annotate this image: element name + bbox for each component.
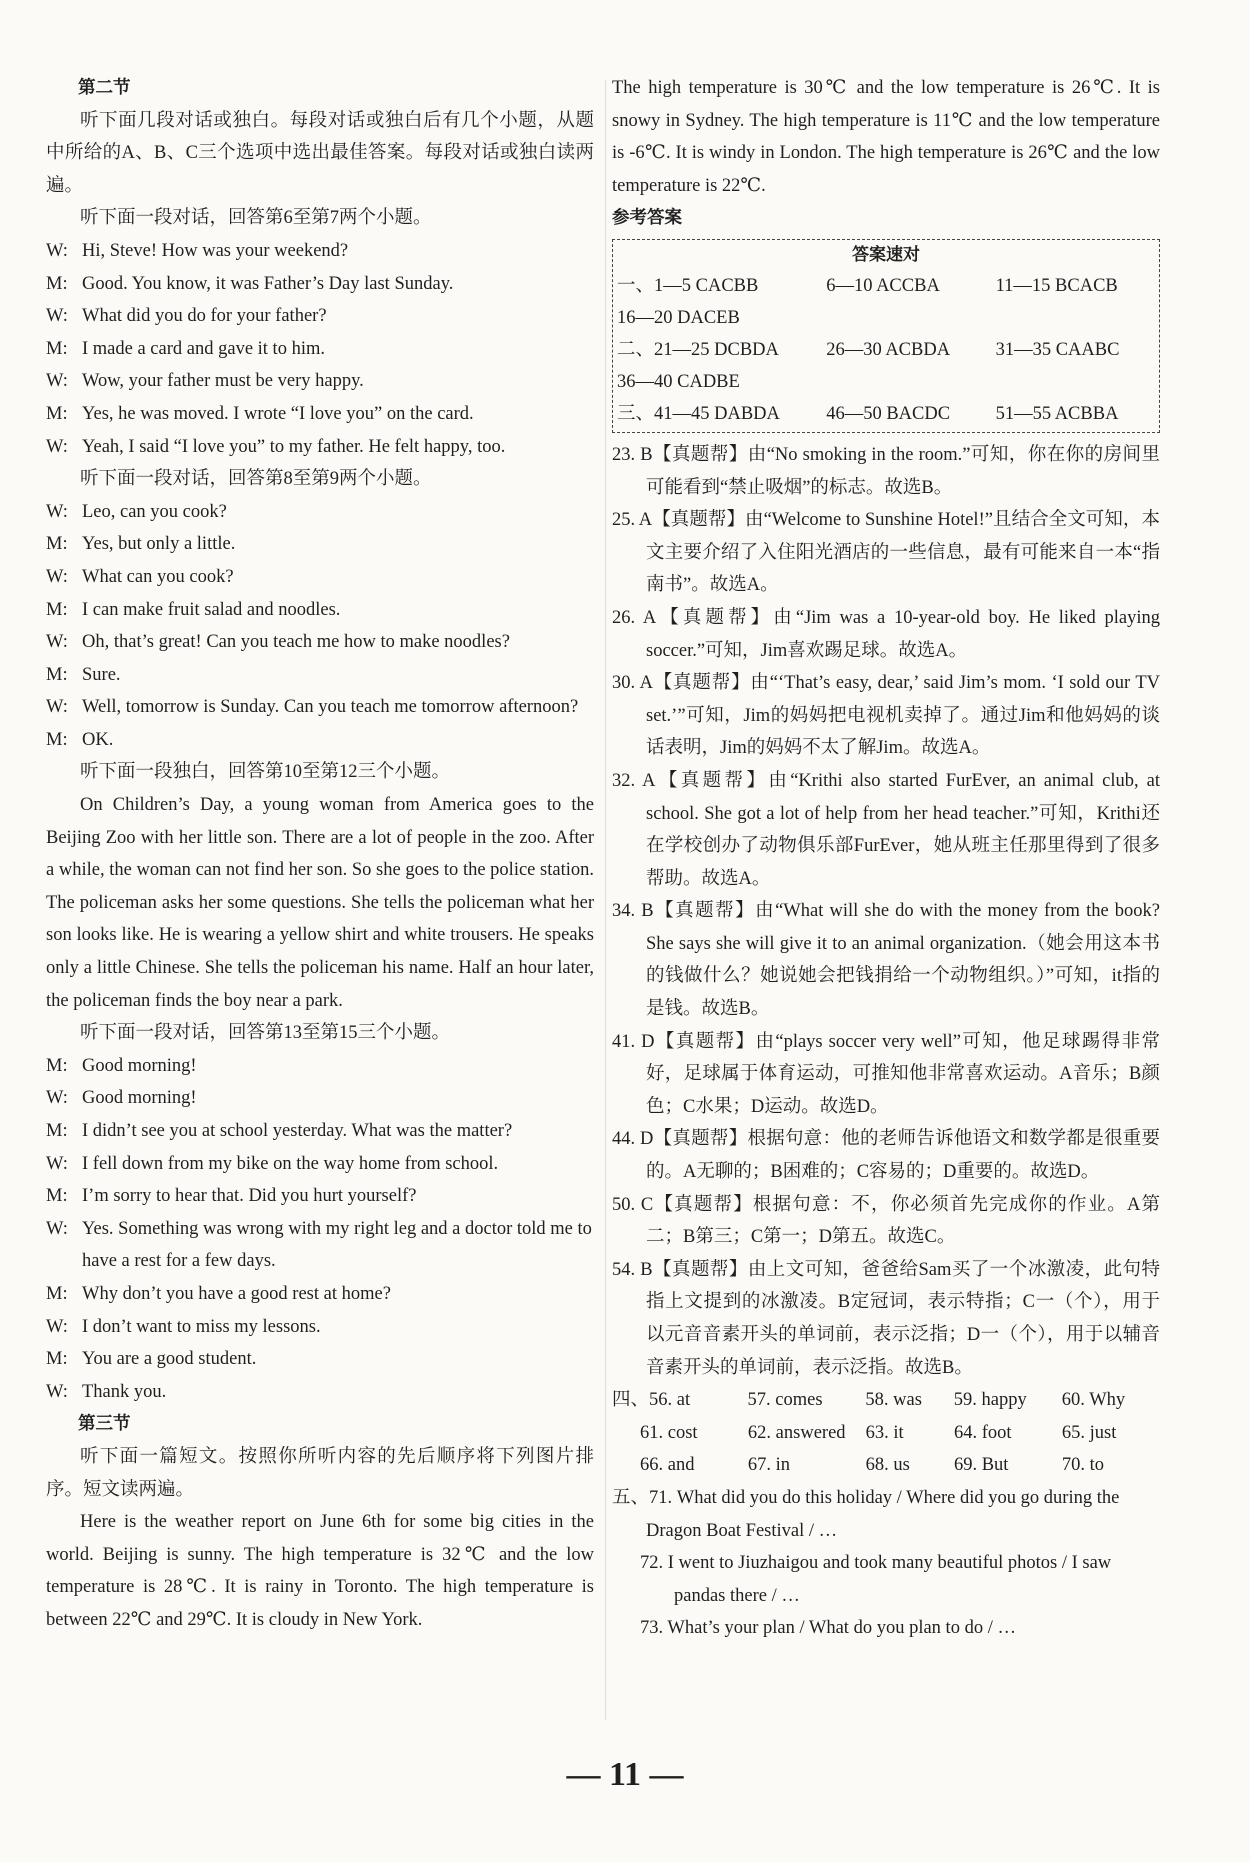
dialogue-text: I fell down from my bike on the way home from school. (82, 1153, 499, 1174)
answer-row (617, 398, 1155, 430)
dialogue2-intro: 听下面一段对话，回答第8至第9两个小题。 (80, 469, 432, 490)
explanation-item: 26. A【真题帮】由“Jim was a 10-year-old boy. He liked playing soccer.”可知，Jim喜欢踢足球。故选A。 (612, 607, 1160, 661)
dialogue3-intro: 听下面一段对话，回答第13至第15三个小题。 (80, 1023, 451, 1044)
answer-cell: 一、1—5 CACBB (617, 275, 759, 296)
answer-cell (996, 302, 1155, 334)
dialogue-text: Yeah, I said “I love you” to my father. He felt happy, too. (82, 436, 506, 457)
column-divider (605, 80, 606, 1720)
dialogue-text: Good morning! (82, 1055, 197, 1076)
explanation-item: 34. B【真题帮】由“What will she do with the money from the book? She says she will give it to an animal organization.（她会用这本书的钱做什么？她说她会把钱捐给一个动物组织。）”可知，it指的是钱。故选B。 (612, 901, 1160, 1020)
dialogue-text: Yes, but only a little. (82, 534, 236, 555)
dialogue-line (46, 724, 594, 757)
part4-answer: 57. comes (747, 1390, 823, 1411)
monologue-intro: 听下面一段独白，回答第10至第12三个小题。 (80, 762, 451, 783)
part4-answer: 65. just (1061, 1422, 1117, 1443)
dialogue-line (46, 1115, 594, 1148)
answer-row (617, 334, 1155, 366)
speaker-label: M: (46, 664, 68, 685)
answer-cell: 31—35 CAABC (995, 339, 1120, 360)
answer-row (617, 270, 1155, 302)
explanation-item: 50. C【真题帮】根据句意：不，你必须首先完成你的作业。A第二；B第三；C第一；D第五。故选C。 (612, 1194, 1160, 1248)
speaker-label: M: (46, 729, 68, 750)
speaker-label: W: (46, 1381, 68, 1402)
dialogue-text: Well, tomorrow is Sunday. Can you teach me tomorrow afternoon? (82, 697, 579, 718)
dialogue-text: I didn’t see you at school yesterday. What was the matter? (82, 1121, 513, 1141)
weather-report-part2: The high temperature is 30℃ and the low temperature is 26℃. It is snowy in Sydney. The high temperature is 11℃ and the low temperature is -6℃. It is windy in London. The high temperature is 26℃ and the low temperature is 22℃. (612, 78, 1160, 196)
dialogue-line (46, 1278, 594, 1311)
dialogue1 (46, 235, 594, 463)
explanations-list (612, 439, 1160, 1384)
dialogue2 (46, 496, 594, 757)
dialogue-text: Good. You know, it was Father’s Day last Sunday. (82, 273, 454, 294)
dialogue-line (46, 1376, 594, 1409)
dialogue-line (46, 561, 594, 594)
dialogue-line (46, 1148, 594, 1181)
part4-answer: 64. foot (953, 1422, 1012, 1443)
answer-cell: 11—15 BCACB (995, 275, 1118, 296)
part5-answer: 五、71. What did you do this holiday / Where did you go during the Dragon Boat Festival / … (612, 1487, 1120, 1541)
monologue-text: On Children’s Day, a young woman from America goes to the Beijing Zoo with her little son. There are a lot of people in the zoo. After a while, the woman can not find her son. So she goes to the police station. The policeman asks her some questions. She tells the policeman what her son looks like. He is wearing a yellow shirt and white trousers. He speaks only a little Chinese. She tells the policeman his name. Half an hour later, the policeman finds the boy near a park. (46, 795, 594, 1011)
part4-answer: 63. it (865, 1422, 904, 1443)
speaker-label: W: (46, 306, 68, 327)
explanation-item: 54. B【真题帮】由上文可知，爸爸给Sam买了一个冰激凌，此句特指上文提到的冰激凌。B定冠词，表示特指；C一（个），用于以元音音素开头的单词前，表示泛指；D一（个），用于以辅音音素开头的单词前，表示泛指。故选B。 (612, 1259, 1160, 1378)
answer-cell: 46—50 BACDC (826, 403, 951, 424)
dialogue-text: I don’t want to miss my lessons. (82, 1316, 321, 1337)
speaker-label: M: (46, 1349, 68, 1370)
speaker-label: W: (46, 566, 68, 587)
part4-answer: 66. and (640, 1455, 695, 1476)
answer-cell: 36—40 CADBE (617, 371, 740, 392)
dialogue-text: Wow, your father must be very happy. (82, 371, 364, 392)
dialogue-text: Good morning! (82, 1088, 197, 1109)
dialogue-line (46, 365, 594, 398)
reference-answers-title: 参考答案 (612, 208, 682, 229)
dialogue-text: Oh, that’s great! Can you teach me how to make noodles? (82, 632, 510, 653)
explanation-item: 41. D【真题帮】由“plays soccer very well”可知，他足球踢得非常好，足球属于体育运动，可推知他非常喜欢运动。A音乐；B颜色；C水果；D运动。故选D。 (612, 1031, 1160, 1117)
dialogue-line (46, 431, 594, 464)
speaker-label: W: (46, 501, 68, 522)
section2-instructions: 听下面几段对话或独白。每段对话或独白后有几个小题，从题中所给的A、B、C三个选项中选出最佳答案。每段对话或独白读两遍。 (46, 110, 594, 196)
dialogue1-intro: 听下面一段对话，回答第6至第7两个小题。 (80, 208, 432, 229)
speaker-label: W: (46, 1088, 68, 1109)
dialogue-text: I made a card and gave it to him. (82, 338, 325, 359)
dialogue-text: Sure. (82, 664, 121, 685)
dialogue-text: I can make fruit salad and noodles. (82, 599, 341, 620)
part4-answer: 60. Why (1061, 1390, 1126, 1411)
speaker-label: W: (46, 371, 68, 392)
part4-row (612, 1417, 1160, 1450)
explanation-item: 32. A【真题帮】由“Krithi also started FurEver, an animal club, at school. She got a lot of help from her head teacher.”可知，Krithi还在学校创办了动物俱乐部FurEver，她从班主任那里得到了很多帮助。故选A。 (612, 770, 1160, 889)
part4-answer: 59. happy (953, 1390, 1027, 1411)
speaker-label: M: (46, 338, 68, 359)
quick-answer-box (612, 239, 1160, 433)
part4-answer: 四、56. at (612, 1390, 691, 1411)
explanation-item: 30. A【真题帮】由“‘That’s easy, dear,’ said Jim’s mom. ‘I sold our TV set.’”可知，Jim的妈妈把电视机卖掉了。通过Jim和他妈妈的谈话表明，Jim的妈妈不太了解Jim。故选A。 (612, 673, 1160, 759)
dialogue-line (46, 659, 594, 692)
dialogue-text: What did you do for your father? (82, 306, 327, 327)
speaker-label: W: (46, 632, 68, 653)
part5-answer: 73. What’s your plan / What do you plan to do / … (640, 1618, 1016, 1639)
answer-cell: 51—55 ACBBA (995, 403, 1119, 424)
section3-instructions: 听下面一篇短文。按照你所听内容的先后顺序将下列图片排序。短文读两遍。 (46, 1446, 594, 1500)
speaker-label: M: (46, 1186, 68, 1207)
answer-cell: 6—10 ACCBA (826, 275, 940, 296)
explanation-item: 44. D【真题帮】根据句意：他的老师告诉他语文和数学都是很重要的。A无聊的；B困难的；C容易的；D重要的。故选D。 (612, 1129, 1160, 1183)
dialogue-line (46, 300, 594, 333)
speaker-label: W: (46, 1316, 68, 1337)
dialogue-line (46, 691, 594, 724)
speaker-label: M: (46, 1283, 68, 1304)
speaker-label: W: (46, 1218, 68, 1239)
dialogue-text: Yes. Something was wrong with my right leg and a doctor told me to have a rest for a few days. (82, 1218, 592, 1272)
quick-answer-title: 答案速对 (852, 244, 920, 265)
part4-answer: 67. in (747, 1455, 791, 1476)
explanation-item: 25. A【真题帮】由“Welcome to Sunshine Hotel!”且结合全文可知，本文主要介绍了入住阳光酒店的一些信息，最有可能来自一本“指南书”。故选A。 (612, 510, 1160, 596)
dialogue-line (46, 268, 594, 301)
dialogue-text: OK. (82, 729, 114, 750)
dialogue-line (46, 333, 594, 366)
dialogue-text: You are a good student. (82, 1349, 257, 1370)
section2-title: 第二节 (78, 78, 131, 98)
dialogue-text: Leo, can you cook? (82, 501, 227, 522)
speaker-label: M: (46, 599, 68, 620)
dialogue-text: Yes, he was moved. I wrote “I love you” on the card. (82, 403, 474, 424)
dialogue-line (46, 496, 594, 529)
dialogue-line (46, 1343, 594, 1376)
dialogue-text: Why don’t you have a good rest at home? (82, 1283, 391, 1304)
speaker-label: M: (46, 1121, 68, 1141)
explanation-item: 23. B【真题帮】由“No smoking in the room.”可知，你在你的房间里可能看到“禁止吸烟”的标志。故选B。 (612, 444, 1160, 498)
answer-cell (996, 366, 1155, 398)
dialogue-text: Hi, Steve! How was your weekend? (82, 240, 349, 261)
speaker-label: M: (46, 273, 68, 294)
dialogue-line (46, 398, 594, 431)
answer-row (617, 302, 1155, 334)
answer-cell: 三、41—45 DABDA (617, 403, 780, 424)
speaker-label: W: (46, 1153, 68, 1174)
dialogue3 (46, 1050, 594, 1409)
dialogue-line (46, 1213, 594, 1278)
weather-report-part1: Here is the weather report on June 6th for some big cities in the world. Beijing is sunny. The high temperature is 32℃ and the low temperature is 28℃. It is rainy in Toronto. The high temperature is between 22℃ and 29℃. It is cloudy in New York. (46, 1512, 594, 1630)
answer-cell: 16—20 DACEB (617, 307, 740, 328)
dialogue-line (46, 1311, 594, 1344)
answer-cell: 26—30 ACBDA (826, 339, 951, 360)
dialogue-text: What can you cook? (82, 566, 234, 587)
speaker-label: W: (46, 240, 68, 261)
speaker-label: M: (46, 403, 68, 424)
left-column (46, 72, 594, 1637)
dialogue-line (46, 626, 594, 659)
dialogue-line (46, 528, 594, 561)
part4-row (612, 1449, 1160, 1482)
part4-row (612, 1384, 1160, 1417)
dialogue-line (46, 1180, 594, 1213)
page-number: — 11 — (566, 1756, 684, 1793)
section3-title: 第三节 (78, 1414, 131, 1435)
part4-answer: 69. But (953, 1455, 1009, 1476)
dialogue-text: I’m sorry to hear that. Did you hurt yourself? (82, 1186, 417, 1207)
part4-answer: 58. was (865, 1390, 922, 1411)
dialogue-line (46, 1082, 594, 1115)
dialogue-line (46, 594, 594, 627)
right-column (612, 72, 1160, 1645)
part4-answer: 70. to (1061, 1455, 1105, 1476)
answer-cell (826, 302, 995, 334)
answer-row (617, 366, 1155, 398)
speaker-label: M: (46, 534, 68, 555)
speaker-label: W: (46, 697, 68, 718)
speaker-label: M: (46, 1055, 68, 1076)
part4-answer: 68. us (865, 1455, 910, 1476)
part4-answer: 62. answered (747, 1422, 846, 1443)
speaker-label: W: (46, 436, 68, 457)
part4-answer: 61. cost (640, 1422, 698, 1443)
dialogue-line (46, 1050, 594, 1083)
part5-answers (612, 1482, 1160, 1645)
dialogue-line (46, 235, 594, 268)
dialogue-text: Thank you. (82, 1381, 167, 1402)
answer-cell: 二、21—25 DCBDA (617, 339, 779, 360)
answer-cell (826, 366, 995, 398)
part5-answer: 72. I went to Jiuzhaigou and took many beautiful photos / I saw pandas there / … (640, 1553, 1112, 1606)
part4-answers (612, 1384, 1160, 1482)
